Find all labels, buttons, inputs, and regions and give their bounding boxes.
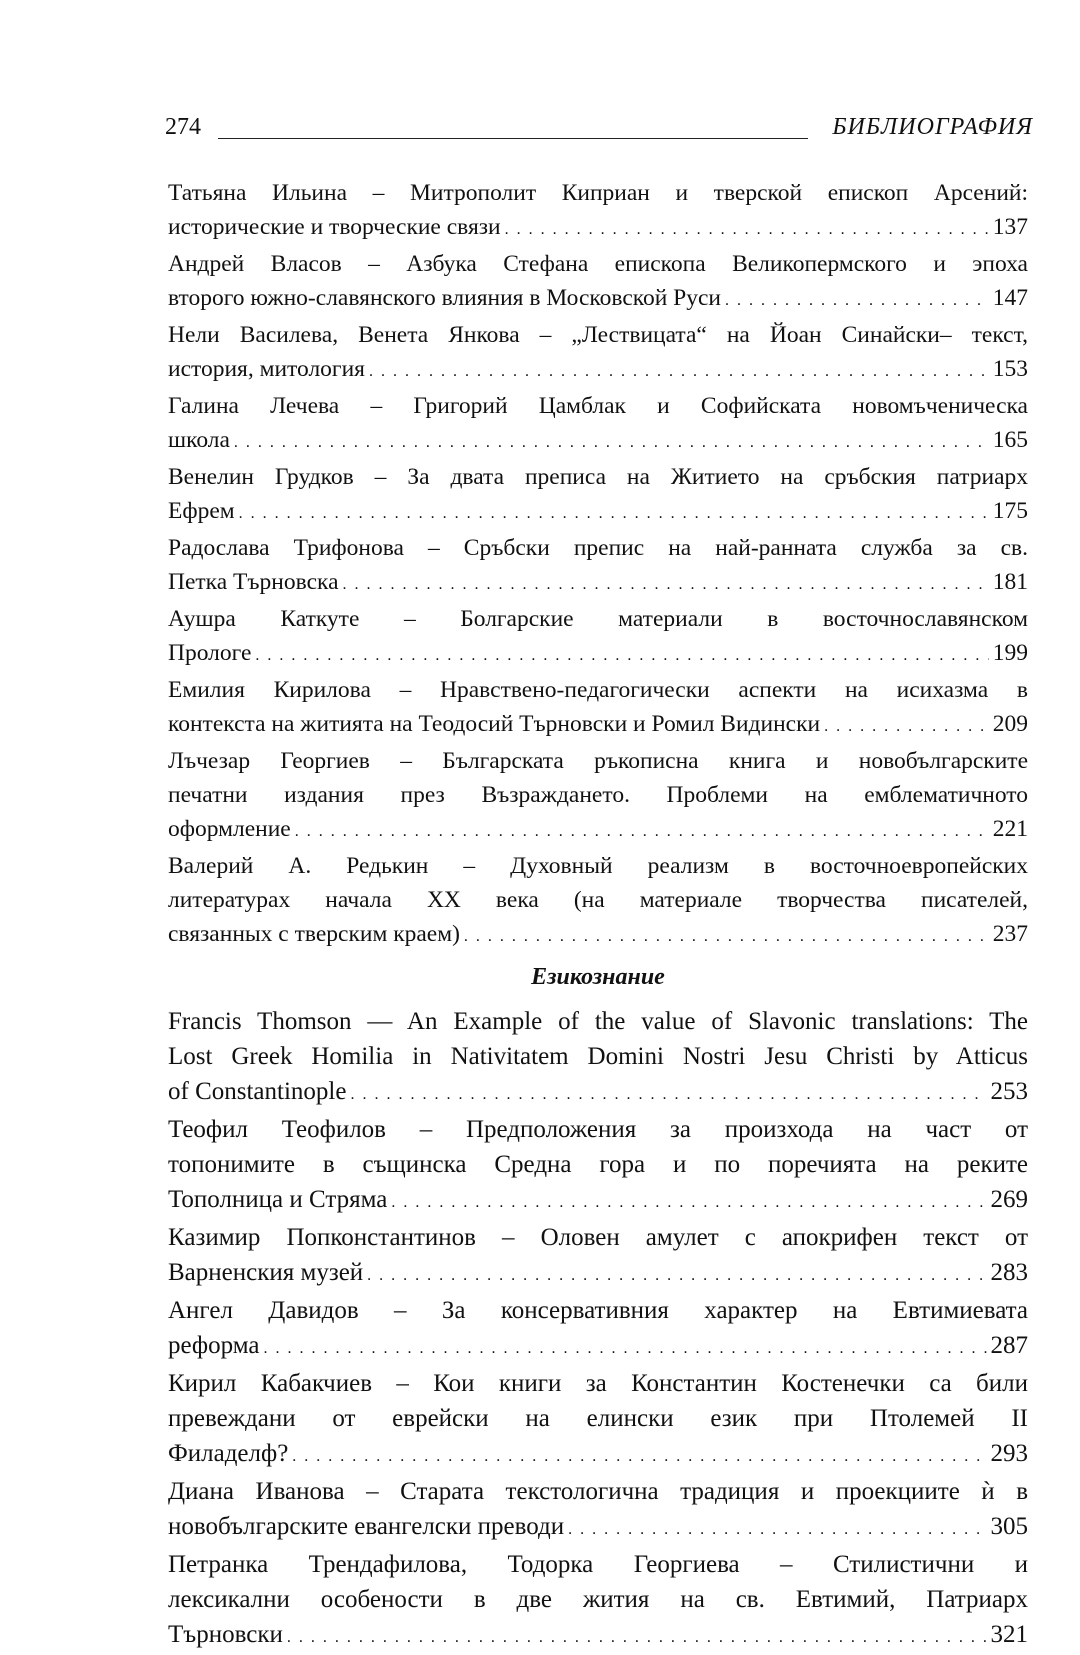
toc-entry-last-line bbox=[168, 812, 1028, 849]
toc-entry-line: Радослава Трифонова – Сръбски препис на най-ранната служба за св. bbox=[168, 535, 1028, 561]
toc-entry bbox=[168, 744, 1028, 849]
toc-entry-last-line bbox=[168, 636, 1028, 673]
dot-leader bbox=[287, 1620, 987, 1655]
toc-entry bbox=[168, 602, 1028, 673]
toc-page-number: 287 bbox=[990, 1332, 1028, 1359]
toc-entry-line: Теофил Теофилов – Предположения за произхода на част от bbox=[168, 1116, 1028, 1143]
toc-page-number: 237 bbox=[992, 921, 1028, 947]
toc-entry bbox=[168, 389, 1028, 460]
toc-entry-line: контекста на житията на Теодосий Търновски и Ромил Видински bbox=[168, 711, 821, 737]
toc-page-number: 253 bbox=[990, 1078, 1028, 1105]
toc-entry bbox=[168, 176, 1028, 247]
dot-leader bbox=[239, 497, 989, 531]
toc-page-number: 165 bbox=[992, 427, 1028, 453]
toc-entry-line: печатни издания през Възраждането. Проблеми на емблематичното bbox=[168, 782, 1028, 808]
toc-entry-line: Ефрем bbox=[168, 498, 235, 524]
toc-entry bbox=[168, 673, 1028, 744]
toc-entry-line: Емилия Кирилова – Нравствено-педагогически аспекти на исихазма в bbox=[168, 677, 1028, 703]
toc-entry-line: Прологе bbox=[168, 640, 252, 666]
page-header bbox=[165, 111, 1033, 147]
toc-entry bbox=[168, 1004, 1028, 1112]
toc-entry-line: топонимите в същинска Средна гора и по поречията на реките bbox=[168, 1151, 1028, 1178]
toc-entry-line: Петка Търновска bbox=[168, 569, 339, 595]
dot-leader bbox=[824, 710, 989, 744]
dot-leader bbox=[350, 1077, 986, 1112]
toc-entry-line: реформа bbox=[168, 1332, 260, 1359]
dot-leader bbox=[292, 1439, 986, 1474]
toc-entry-line: связанных с тверским краем) bbox=[168, 921, 460, 947]
dot-leader bbox=[391, 1185, 986, 1220]
dot-leader bbox=[255, 639, 988, 673]
toc-page-number: 221 bbox=[992, 816, 1028, 842]
toc-entry-line: школа bbox=[168, 427, 230, 453]
toc-entry-last-line bbox=[168, 917, 1028, 954]
toc-entry-last-line bbox=[168, 1509, 1028, 1547]
toc-entry-last-line bbox=[168, 707, 1028, 744]
toc-entry-line: Ангел Давидов – За консервативния характер на Евтимиевата bbox=[168, 1297, 1028, 1324]
toc-page-number: 137 bbox=[992, 214, 1028, 240]
toc-entry-line: Тополница и Стряма bbox=[168, 1186, 388, 1213]
toc-entry-line: Галина Лечева – Григорий Цамблак и Софийската новомъченическа bbox=[168, 393, 1028, 419]
toc-entry-line: Венелин Грудков – За двата преписа на Житието на сръбския патриарх bbox=[168, 464, 1028, 490]
dot-leader bbox=[295, 815, 989, 849]
toc-page-number: 269 bbox=[990, 1186, 1028, 1213]
toc-entry-last-line bbox=[168, 494, 1028, 531]
toc-entry-line: Нели Василева, Венета Янкова – „Лествицата“ на Йоан Синайски– текст, bbox=[168, 322, 1028, 348]
toc-entry-last-line bbox=[168, 352, 1028, 389]
page-number: 274 bbox=[165, 114, 201, 140]
toc-entry-last-line bbox=[168, 1074, 1028, 1112]
toc-entry bbox=[168, 1366, 1028, 1474]
section-heading: Езикознание bbox=[531, 964, 665, 990]
toc-entry-line: исторические и творческие связи bbox=[168, 214, 501, 240]
toc-page-number: 153 bbox=[992, 356, 1028, 382]
toc-page-number: 305 bbox=[990, 1513, 1028, 1540]
toc-entry-line: of Constantinople bbox=[168, 1078, 347, 1105]
dot-leader bbox=[725, 284, 989, 318]
toc-entry-last-line bbox=[168, 1182, 1028, 1220]
toc-entry-line: литературах начала XX века (на материале творчества писателей, bbox=[168, 887, 1028, 913]
toc-entry-line: Francis Thomson — An Example of the value of Slavonic translations: The bbox=[168, 1008, 1028, 1035]
toc-page-number: 147 bbox=[992, 285, 1028, 311]
dot-leader bbox=[464, 920, 989, 954]
toc-page-number: 209 bbox=[992, 711, 1028, 737]
toc-entry-last-line bbox=[168, 1436, 1028, 1474]
dot-leader bbox=[505, 213, 989, 247]
toc-page-number: 199 bbox=[992, 640, 1028, 666]
toc-entry-line: Варненския музей bbox=[168, 1259, 364, 1286]
toc-entry bbox=[168, 1293, 1028, 1366]
dot-leader bbox=[568, 1512, 986, 1547]
toc-entry bbox=[168, 318, 1028, 389]
toc-entry-line: новобългарските евангелски преводи bbox=[168, 1513, 565, 1540]
running-title: БИБЛИОГРАФИЯ bbox=[832, 114, 1033, 140]
toc-page-number: 175 bbox=[992, 498, 1028, 524]
toc-page-number: 283 bbox=[990, 1259, 1028, 1286]
toc-entry-line: Диана Иванова – Старата текстологична традиция и проекциите ѝ в bbox=[168, 1478, 1028, 1505]
toc-entry-line: Татьяна Ильина – Митрополит Киприан и тверской епископ Арсений: bbox=[168, 180, 1028, 206]
toc-entry bbox=[168, 1220, 1028, 1293]
header-rule bbox=[218, 138, 808, 139]
dot-leader bbox=[234, 426, 989, 460]
toc-entry-line: Lost Greek Homilia in Nativitatem Domini Nostri Jesu Christi by Atticus bbox=[168, 1043, 1028, 1070]
toc-entry-line: Андрей Власов – Азбука Стефана епископа Великопермского и эпоха bbox=[168, 251, 1028, 277]
toc-entry-line: Петранка Трендафилова, Тодорка Георгиева – Стилистични и bbox=[168, 1551, 1028, 1578]
toc-entry-line: превеждани от еврейски на елински език при Птолемей II bbox=[168, 1405, 1028, 1432]
toc-entry-line: Търновски bbox=[168, 1621, 283, 1648]
toc-entry-last-line bbox=[168, 565, 1028, 602]
dot-leader bbox=[343, 568, 989, 602]
toc-entry-line: Аушра Каткуте – Болгарские материали в восточнославянском bbox=[168, 606, 1028, 632]
toc-page-number: 293 bbox=[990, 1440, 1028, 1467]
dot-leader bbox=[263, 1331, 986, 1366]
toc-lower-list bbox=[168, 1004, 1028, 1655]
toc-entry-last-line bbox=[168, 281, 1028, 318]
toc-entry-line: Лъчезар Георгиев – Българската ръкописна книга и новобългарските bbox=[168, 748, 1028, 774]
toc-entry-line: история, митология bbox=[168, 356, 365, 382]
toc-entry-line: Валерий А. Редькин – Духовный реализм в восточноевропейских bbox=[168, 853, 1028, 879]
toc-entry-line: Филаделф? bbox=[168, 1440, 289, 1467]
toc-entry bbox=[168, 460, 1028, 531]
toc-page-number: 181 bbox=[992, 569, 1028, 595]
dot-leader bbox=[367, 1258, 986, 1293]
toc-entry-last-line bbox=[168, 1617, 1028, 1655]
dot-leader bbox=[369, 355, 989, 389]
toc-entry-line: лексикални особености в две жития на св. Евтимий, Патриарх bbox=[168, 1586, 1028, 1613]
toc-entry-last-line bbox=[168, 210, 1028, 247]
table-of-contents bbox=[168, 176, 1028, 1655]
toc-entry bbox=[168, 247, 1028, 318]
toc-entry-last-line bbox=[168, 1328, 1028, 1366]
toc-entry-line: второго южно-славянского влияния в Московской Руси bbox=[168, 285, 721, 311]
toc-entry-line: Кирил Кабакчиев – Кои книги за Константин Костенечки са били bbox=[168, 1370, 1028, 1397]
toc-upper-list bbox=[168, 176, 1028, 954]
toc-entry-last-line bbox=[168, 423, 1028, 460]
toc-entry-line: Казимир Попконстантинов – Оловен амулет с апокрифен текст от bbox=[168, 1224, 1028, 1251]
toc-entry-last-line bbox=[168, 1255, 1028, 1293]
toc-entry bbox=[168, 849, 1028, 954]
toc-entry-line: оформление bbox=[168, 816, 291, 842]
toc-entry bbox=[168, 1112, 1028, 1220]
toc-entry bbox=[168, 531, 1028, 602]
toc-entry bbox=[168, 1474, 1028, 1547]
toc-page-number: 321 bbox=[990, 1621, 1028, 1648]
